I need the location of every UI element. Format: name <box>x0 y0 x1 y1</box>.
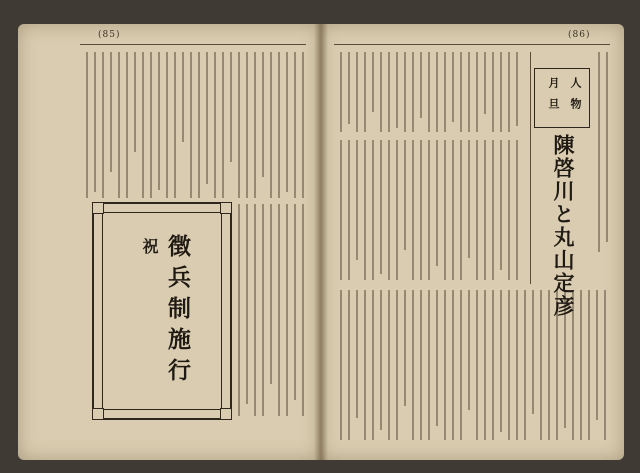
article-title: 陳啓川と丸山定彦 <box>551 134 576 318</box>
box-corner <box>220 202 232 214</box>
column-divider <box>530 52 531 284</box>
right-page <box>320 24 624 460</box>
edge-text-block <box>596 52 616 252</box>
column-tag-line2: 月旦 <box>547 77 560 119</box>
lower-text-block <box>236 204 308 416</box>
left-page <box>18 24 320 460</box>
top-text-block <box>336 52 526 132</box>
column-tag-line1: 人物 <box>569 77 582 119</box>
right-page-number: (86) <box>568 30 591 40</box>
celebration-inner-frame <box>102 212 222 410</box>
book-gutter <box>314 24 328 460</box>
middle-text-block <box>336 140 526 280</box>
column-tag-box <box>534 68 590 128</box>
box-corner <box>92 408 104 420</box>
header-rule <box>334 44 610 45</box>
box-corner <box>220 408 232 420</box>
celebration-headline: 徴兵制施行 <box>164 234 191 389</box>
upper-text-block <box>82 52 308 198</box>
left-page-number: (85) <box>98 30 121 40</box>
celebration-box <box>92 202 232 420</box>
magazine-spread <box>18 24 624 460</box>
header-rule <box>80 44 306 45</box>
box-corner <box>92 202 104 214</box>
celebration-prefix: 祝 <box>140 238 159 254</box>
